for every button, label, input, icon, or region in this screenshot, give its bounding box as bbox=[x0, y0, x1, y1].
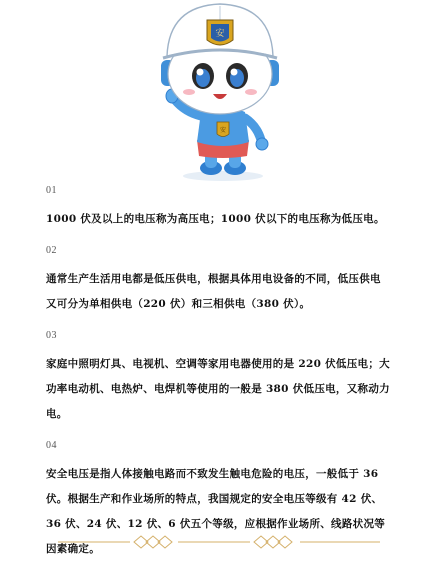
section-01 bbox=[46, 184, 391, 232]
svg-text:安: 安 bbox=[219, 127, 227, 134]
section-text: 1000 伏及以上的电压称为高压电；1000 伏以下的电压称为低压电。 bbox=[46, 213, 385, 225]
svg-text:安: 安 bbox=[215, 29, 225, 39]
section-number: 02 bbox=[46, 245, 57, 256]
content-area bbox=[46, 184, 391, 562]
section-text: 安全电压是指人体接触电路而不致发生触电危险的电压，一般低于 36 伏。根据生产和作业场所的特点，我国规定的安全电压等级有 42 伏、36 伏、24 伏、12 伏、6 伏五个等级，应根据作业场所、线路状况等因素确定。 bbox=[46, 468, 386, 555]
section-text: 家庭中照明灯具、电视机、空调等家用电器使用的是 220 伏低压电；大功率电动机、电热炉、电焊机等使用的一般是 380 伏低压电，又称动力电。 bbox=[46, 358, 390, 420]
section-number: 01 bbox=[46, 185, 57, 196]
section-text: 通常生产生活用电都是低压供电，根据具体用电设备的不同，低压供电又可分为单相供电（220 伏）和三相供电（380 伏）。 bbox=[46, 273, 381, 310]
section-number: 04 bbox=[46, 440, 57, 451]
safety-mascot-illustration bbox=[145, 0, 295, 182]
section-number: 03 bbox=[46, 330, 57, 341]
section-02 bbox=[46, 244, 391, 317]
section-03 bbox=[46, 329, 391, 427]
diamond-divider-icon bbox=[0, 530, 438, 556]
